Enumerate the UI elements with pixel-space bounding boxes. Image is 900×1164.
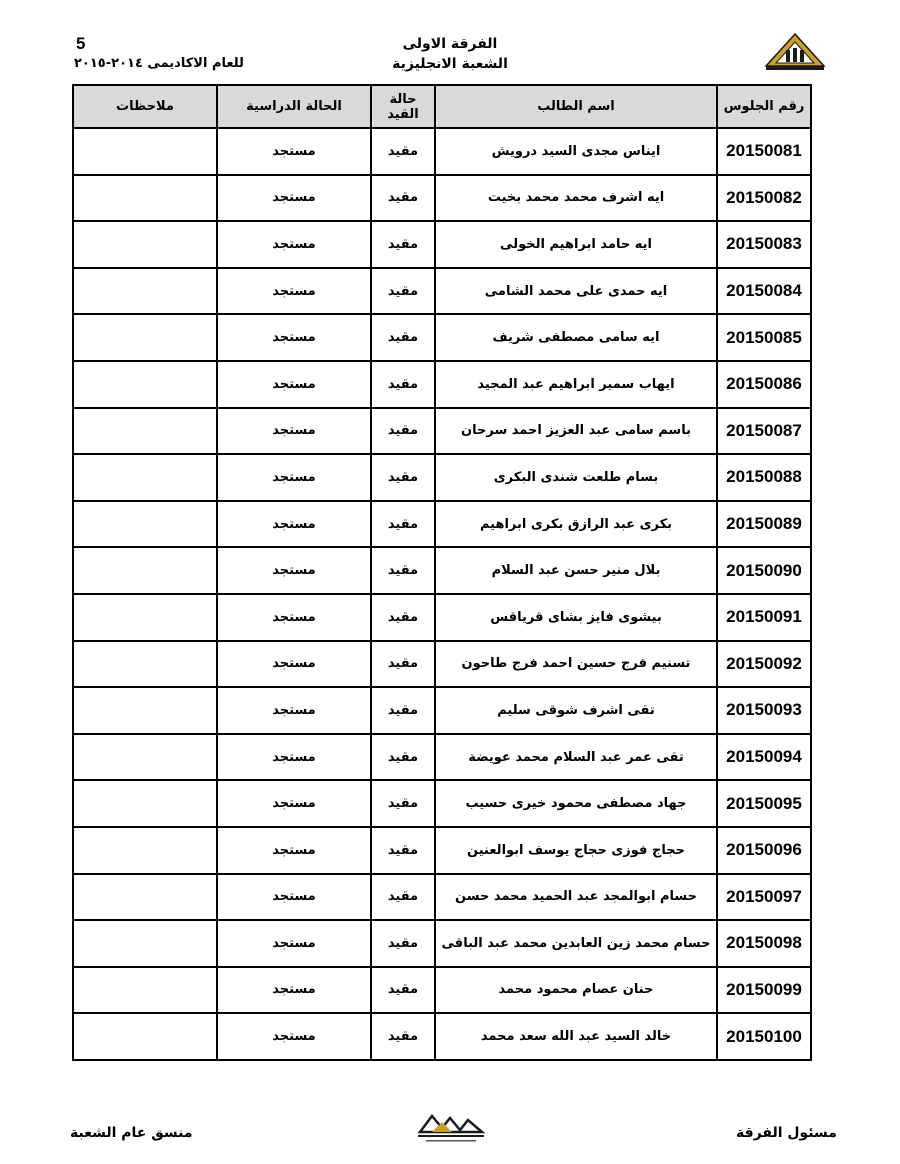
- seat-number-cell: 20150095: [717, 780, 811, 827]
- study-status-cell: مستجد: [217, 361, 371, 408]
- table-row: [73, 920, 811, 967]
- notes-cell: [73, 221, 217, 268]
- study-status-cell: مستجد: [217, 687, 371, 734]
- study-status-cell: مستجد: [217, 501, 371, 548]
- notes-cell: [73, 361, 217, 408]
- table-row: [73, 874, 811, 921]
- table-header-row: [73, 85, 811, 128]
- student-name-cell: حسام محمد زين العابدين محمد عبد الباقى: [435, 920, 717, 967]
- student-name-cell: حجاج فوزى حجاج يوسف ابوالعنين: [435, 827, 717, 874]
- seat-number-cell: 20150097: [717, 874, 811, 921]
- table-row: [73, 687, 811, 734]
- table-row: [73, 361, 811, 408]
- division-title: الشعبة الانجليزية: [392, 56, 508, 72]
- enrollment-status-cell: مقيد: [371, 734, 435, 781]
- study-status-cell: مستجد: [217, 967, 371, 1014]
- notes-cell: [73, 1013, 217, 1060]
- seat-number-cell: 20150093: [717, 687, 811, 734]
- student-name-cell: ايناس مجدى السيد درويش: [435, 128, 717, 175]
- student-name-cell: باسم سامى عبد العزيز احمد سرحان: [435, 408, 717, 455]
- table-row: [73, 547, 811, 594]
- enrollment-status-cell: مقيد: [371, 967, 435, 1014]
- study-status-cell: مستجد: [217, 547, 371, 594]
- student-name-cell: ايه حمدى على محمد الشامى: [435, 268, 717, 315]
- seat-number-cell: 20150099: [717, 967, 811, 1014]
- study-status-cell: مستجد: [217, 454, 371, 501]
- class-officer-signature-label: مسئول الفرقة: [736, 1125, 837, 1141]
- table-row: [73, 641, 811, 688]
- seat-number-cell: 20150091: [717, 594, 811, 641]
- study-status-cell: مستجد: [217, 641, 371, 688]
- study-status-cell: مستجد: [217, 594, 371, 641]
- study-status-cell: مستجد: [217, 780, 371, 827]
- table-row: [73, 314, 811, 361]
- enrollment-status-cell: مقيد: [371, 408, 435, 455]
- student-name-cell: جهاد مصطفى محمود خيرى حسيب: [435, 780, 717, 827]
- seat-number-cell: 20150094: [717, 734, 811, 781]
- student-name-cell: ايه اشرف محمد محمد بخيت: [435, 175, 717, 222]
- seat-number-cell: 20150090: [717, 547, 811, 594]
- student-name-cell: خالد السيد عبد الله سعد محمد: [435, 1013, 717, 1060]
- enrollment-status-cell: مقيد: [371, 1013, 435, 1060]
- notes-cell: [73, 967, 217, 1014]
- study-status-cell: مستجد: [217, 734, 371, 781]
- division-coordinator-signature-label: منسق عام الشعبة: [70, 1125, 193, 1141]
- seat-number-cell: 20150087: [717, 408, 811, 455]
- column-header-seat-number: رقم الجلوس: [717, 85, 811, 128]
- faculty-logo-icon: [412, 1108, 490, 1148]
- enrollment-status-cell: مقيد: [371, 780, 435, 827]
- column-header-notes: ملاحظات: [73, 85, 217, 128]
- enrollment-status-cell: مقيد: [371, 314, 435, 361]
- notes-cell: [73, 501, 217, 548]
- study-status-cell: مستجد: [217, 408, 371, 455]
- seat-number-cell: 20150086: [717, 361, 811, 408]
- study-status-cell: مستجد: [217, 920, 371, 967]
- seat-number-cell: 20150092: [717, 641, 811, 688]
- page-number: 5: [76, 34, 86, 53]
- enrollment-status-cell: مقيد: [371, 175, 435, 222]
- page-header: [0, 0, 900, 80]
- student-name-cell: تقى عمر عبد السلام محمد عويضة: [435, 734, 717, 781]
- student-name-cell: حسام ابوالمجد عبد الحميد محمد حسن: [435, 874, 717, 921]
- enrollment-status-cell: مقيد: [371, 128, 435, 175]
- notes-cell: [73, 547, 217, 594]
- table-row: [73, 734, 811, 781]
- notes-cell: [73, 687, 217, 734]
- seat-number-cell: 20150083: [717, 221, 811, 268]
- study-status-cell: مستجد: [217, 221, 371, 268]
- seat-number-cell: 20150089: [717, 501, 811, 548]
- enrollment-status-cell: مقيد: [371, 501, 435, 548]
- notes-cell: [73, 874, 217, 921]
- enrollment-status-cell: مقيد: [371, 594, 435, 641]
- notes-cell: [73, 128, 217, 175]
- table-row: [73, 221, 811, 268]
- seat-number-cell: 20150081: [717, 128, 811, 175]
- notes-cell: [73, 594, 217, 641]
- table-row: [73, 827, 811, 874]
- study-status-cell: مستجد: [217, 128, 371, 175]
- table-row: [73, 128, 811, 175]
- student-name-cell: بيشوى فايز بشاى قرياقس: [435, 594, 717, 641]
- student-name-cell: بكرى عبد الرازق بكرى ابراهيم: [435, 501, 717, 548]
- study-status-cell: مستجد: [217, 314, 371, 361]
- enrollment-status-cell: مقيد: [371, 687, 435, 734]
- study-status-cell: مستجد: [217, 827, 371, 874]
- column-header-study-status: الحالة الدراسية: [217, 85, 371, 128]
- academic-year: للعام الاكاديمى ٢٠١٤-٢٠١٥: [74, 56, 244, 71]
- table-row: [73, 501, 811, 548]
- student-table: [72, 84, 812, 1061]
- notes-cell: [73, 454, 217, 501]
- student-name-cell: تسنيم فرج حسين احمد فرج طاحون: [435, 641, 717, 688]
- student-name-cell: بسام طلعت شندى البكرى: [435, 454, 717, 501]
- notes-cell: [73, 920, 217, 967]
- table-row: [73, 1013, 811, 1060]
- column-header-enrollment-status: حالة القيد: [371, 85, 435, 128]
- notes-cell: [73, 641, 217, 688]
- seat-number-cell: 20150085: [717, 314, 811, 361]
- notes-cell: [73, 268, 217, 315]
- student-name-cell: ايهاب سمير ابراهيم عبد المجيد: [435, 361, 717, 408]
- table-row: [73, 408, 811, 455]
- notes-cell: [73, 175, 217, 222]
- student-name-cell: ايه حامد ابراهيم الخولى: [435, 221, 717, 268]
- class-title: الفرقة الاولى: [402, 36, 498, 52]
- enrollment-status-cell: مقيد: [371, 874, 435, 921]
- student-name-cell: تقى اشرف شوقى سليم: [435, 687, 717, 734]
- notes-cell: [73, 780, 217, 827]
- seat-number-cell: 20150100: [717, 1013, 811, 1060]
- notes-cell: [73, 827, 217, 874]
- student-name-cell: حنان عصام محمود محمد: [435, 967, 717, 1014]
- enrollment-status-cell: مقيد: [371, 268, 435, 315]
- seat-number-cell: 20150088: [717, 454, 811, 501]
- seat-number-cell: 20150082: [717, 175, 811, 222]
- study-status-cell: مستجد: [217, 1013, 371, 1060]
- enrollment-status-cell: مقيد: [371, 641, 435, 688]
- table-row: [73, 780, 811, 827]
- seat-number-cell: 20150096: [717, 827, 811, 874]
- enrollment-status-cell: مقيد: [371, 361, 435, 408]
- seat-number-cell: 20150084: [717, 268, 811, 315]
- enrollment-status-cell: مقيد: [371, 547, 435, 594]
- university-logo-icon: [764, 32, 826, 72]
- student-name-cell: ايه سامى مصطفى شريف: [435, 314, 717, 361]
- table-row: [73, 594, 811, 641]
- table-row: [73, 967, 811, 1014]
- table-row: [73, 268, 811, 315]
- table-row: [73, 454, 811, 501]
- table-row: [73, 175, 811, 222]
- study-status-cell: مستجد: [217, 268, 371, 315]
- seat-number-cell: 20150098: [717, 920, 811, 967]
- notes-cell: [73, 408, 217, 455]
- enrollment-status-cell: مقيد: [371, 454, 435, 501]
- enrollment-status-cell: مقيد: [371, 221, 435, 268]
- notes-cell: [73, 734, 217, 781]
- enrollment-status-cell: مقيد: [371, 920, 435, 967]
- notes-cell: [73, 314, 217, 361]
- enrollment-status-cell: مقيد: [371, 827, 435, 874]
- student-name-cell: بلال منير حسن عبد السلام: [435, 547, 717, 594]
- study-status-cell: مستجد: [217, 874, 371, 921]
- column-header-student-name: اسم الطالب: [435, 85, 717, 128]
- study-status-cell: مستجد: [217, 175, 371, 222]
